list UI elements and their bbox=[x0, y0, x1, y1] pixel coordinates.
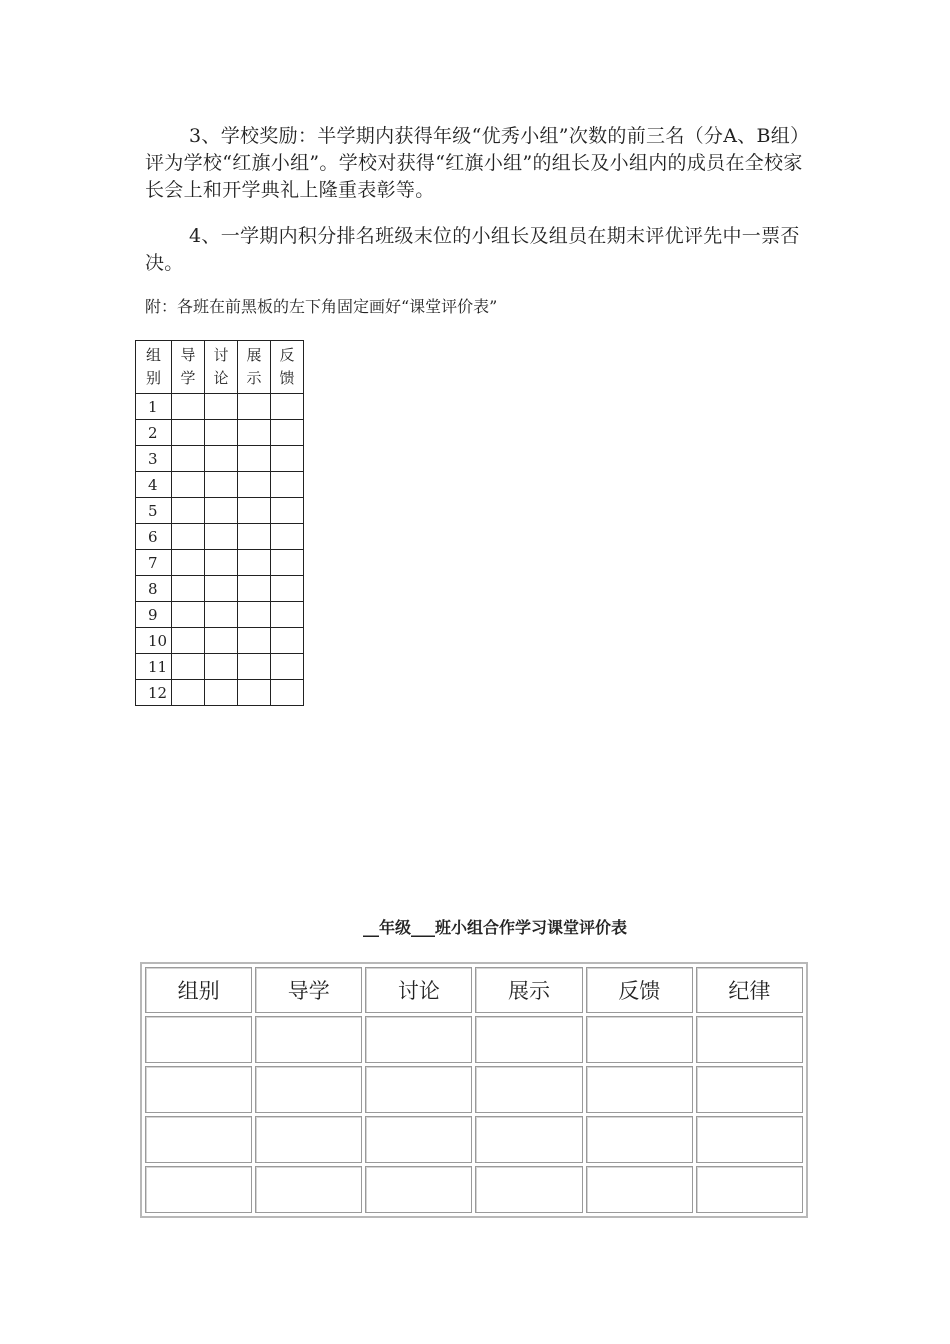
small-empty-cell bbox=[205, 628, 238, 654]
big-empty-cell bbox=[145, 1116, 252, 1163]
big-empty-cell bbox=[586, 1016, 693, 1063]
small-empty-cell bbox=[271, 654, 304, 680]
small-row-number: 9 bbox=[136, 602, 172, 628]
small-empty-cell bbox=[205, 446, 238, 472]
big-table-row bbox=[145, 1166, 803, 1213]
big-empty-cell bbox=[475, 1016, 582, 1063]
small-empty-cell bbox=[172, 498, 205, 524]
small-empty-cell bbox=[271, 524, 304, 550]
small-empty-cell bbox=[205, 576, 238, 602]
small-empty-cell bbox=[172, 472, 205, 498]
small-empty-cell bbox=[271, 576, 304, 602]
small-empty-cell bbox=[238, 550, 271, 576]
big-empty-cell bbox=[475, 1066, 582, 1113]
small-empty-cell bbox=[238, 628, 271, 654]
small-empty-cell bbox=[271, 680, 304, 706]
small-empty-cell bbox=[205, 602, 238, 628]
small-empty-cell bbox=[205, 498, 238, 524]
small-empty-cell bbox=[271, 420, 304, 446]
small-header-guide: 导 学 bbox=[172, 341, 205, 394]
small-table-row bbox=[136, 602, 304, 628]
small-table-header-row bbox=[136, 341, 304, 394]
small-empty-cell bbox=[238, 394, 271, 420]
small-empty-cell bbox=[172, 576, 205, 602]
small-empty-cell bbox=[205, 654, 238, 680]
big-empty-cell bbox=[586, 1066, 693, 1113]
big-empty-cell bbox=[255, 1166, 362, 1213]
big-empty-cell bbox=[475, 1166, 582, 1213]
big-table-body bbox=[145, 1016, 803, 1213]
big-table-header-row bbox=[145, 967, 803, 1013]
small-empty-cell bbox=[205, 550, 238, 576]
small-table-row bbox=[136, 394, 304, 420]
small-table-row bbox=[136, 550, 304, 576]
paragraph-school-reward: 3、学校奖励：半学期内获得年级“优秀小组”次数的前三名（分A、B组）评为学校“红旗小组”。学校对获得“红旗小组”的组长及小组内的成员在全校家长会上和开学典礼上隆重表彰等。 bbox=[145, 125, 810, 201]
big-empty-cell bbox=[696, 1166, 803, 1213]
paragraph-veto-rule: 4、一学期内积分排名班级末位的小组长及组员在期末评优评先中一票否决。 bbox=[145, 225, 800, 274]
small-empty-cell bbox=[271, 498, 304, 524]
small-row-number: 6 bbox=[136, 524, 172, 550]
small-empty-cell bbox=[238, 524, 271, 550]
small-row-number: 3 bbox=[136, 446, 172, 472]
small-empty-cell bbox=[205, 420, 238, 446]
big-table-row bbox=[145, 1066, 803, 1113]
small-row-number: 7 bbox=[136, 550, 172, 576]
small-empty-cell bbox=[172, 628, 205, 654]
small-empty-cell bbox=[205, 524, 238, 550]
small-header-discuss: 讨 论 bbox=[205, 341, 238, 394]
small-empty-cell bbox=[271, 602, 304, 628]
big-header-group: 组别 bbox=[145, 967, 252, 1013]
small-table-row bbox=[136, 472, 304, 498]
big-empty-cell bbox=[475, 1116, 582, 1163]
small-row-number: 10 bbox=[136, 628, 172, 654]
big-empty-cell bbox=[255, 1066, 362, 1113]
big-empty-cell bbox=[365, 1116, 472, 1163]
small-table-body bbox=[136, 394, 304, 706]
small-empty-cell bbox=[172, 446, 205, 472]
small-empty-cell bbox=[271, 550, 304, 576]
small-evaluation-table bbox=[135, 340, 304, 706]
small-empty-cell bbox=[172, 394, 205, 420]
small-header-group: 组 别 bbox=[136, 341, 172, 394]
small-empty-cell bbox=[238, 472, 271, 498]
small-table-row bbox=[136, 680, 304, 706]
big-empty-cell bbox=[586, 1166, 693, 1213]
big-empty-cell bbox=[365, 1016, 472, 1063]
small-empty-cell bbox=[205, 680, 238, 706]
small-table-row bbox=[136, 576, 304, 602]
small-row-number: 5 bbox=[136, 498, 172, 524]
big-empty-cell bbox=[145, 1016, 252, 1063]
small-row-number: 12 bbox=[136, 680, 172, 706]
small-empty-cell bbox=[271, 472, 304, 498]
big-empty-cell bbox=[696, 1116, 803, 1163]
small-row-number: 11 bbox=[136, 654, 172, 680]
small-empty-cell bbox=[238, 446, 271, 472]
class-evaluation-table bbox=[140, 962, 808, 1218]
small-empty-cell bbox=[172, 550, 205, 576]
big-table-row bbox=[145, 1116, 803, 1163]
form-title: __年级___班小组合作学习课堂评价表 bbox=[362, 918, 627, 937]
big-header-feedback: 反馈 bbox=[586, 967, 693, 1013]
small-empty-cell bbox=[172, 420, 205, 446]
small-row-number: 2 bbox=[136, 420, 172, 446]
small-empty-cell bbox=[238, 654, 271, 680]
small-empty-cell bbox=[238, 498, 271, 524]
small-empty-cell bbox=[271, 394, 304, 420]
small-empty-cell bbox=[238, 420, 271, 446]
big-table-row bbox=[145, 1016, 803, 1063]
small-empty-cell bbox=[172, 654, 205, 680]
small-table-row bbox=[136, 446, 304, 472]
small-row-number: 1 bbox=[136, 394, 172, 420]
big-empty-cell bbox=[255, 1016, 362, 1063]
big-empty-cell bbox=[145, 1066, 252, 1113]
small-header-show: 展 示 bbox=[238, 341, 271, 394]
small-empty-cell bbox=[238, 576, 271, 602]
small-empty-cell bbox=[172, 524, 205, 550]
big-header-show: 展示 bbox=[475, 967, 582, 1013]
small-table-row bbox=[136, 420, 304, 446]
big-empty-cell bbox=[365, 1166, 472, 1213]
big-empty-cell bbox=[365, 1066, 472, 1113]
big-header-discipline: 纪律 bbox=[696, 967, 803, 1013]
small-row-number: 4 bbox=[136, 472, 172, 498]
small-empty-cell bbox=[271, 628, 304, 654]
small-table-row bbox=[136, 628, 304, 654]
big-empty-cell bbox=[145, 1166, 252, 1213]
small-empty-cell bbox=[205, 394, 238, 420]
small-table-row bbox=[136, 524, 304, 550]
big-empty-cell bbox=[696, 1016, 803, 1063]
small-empty-cell bbox=[271, 446, 304, 472]
big-header-guide: 导学 bbox=[255, 967, 362, 1013]
small-empty-cell bbox=[238, 680, 271, 706]
small-table-row bbox=[136, 654, 304, 680]
small-header-feedback: 反 馈 bbox=[271, 341, 304, 394]
big-header-discuss: 讨论 bbox=[365, 967, 472, 1013]
note-evaluation-table: 附：各班在前黑板的左下角固定画好“课堂评价表” bbox=[145, 297, 498, 316]
small-empty-cell bbox=[205, 472, 238, 498]
small-empty-cell bbox=[172, 602, 205, 628]
small-row-number: 8 bbox=[136, 576, 172, 602]
small-table-row bbox=[136, 498, 304, 524]
small-empty-cell bbox=[172, 680, 205, 706]
big-empty-cell bbox=[586, 1116, 693, 1163]
small-empty-cell bbox=[238, 602, 271, 628]
big-empty-cell bbox=[255, 1116, 362, 1163]
big-empty-cell bbox=[696, 1066, 803, 1113]
